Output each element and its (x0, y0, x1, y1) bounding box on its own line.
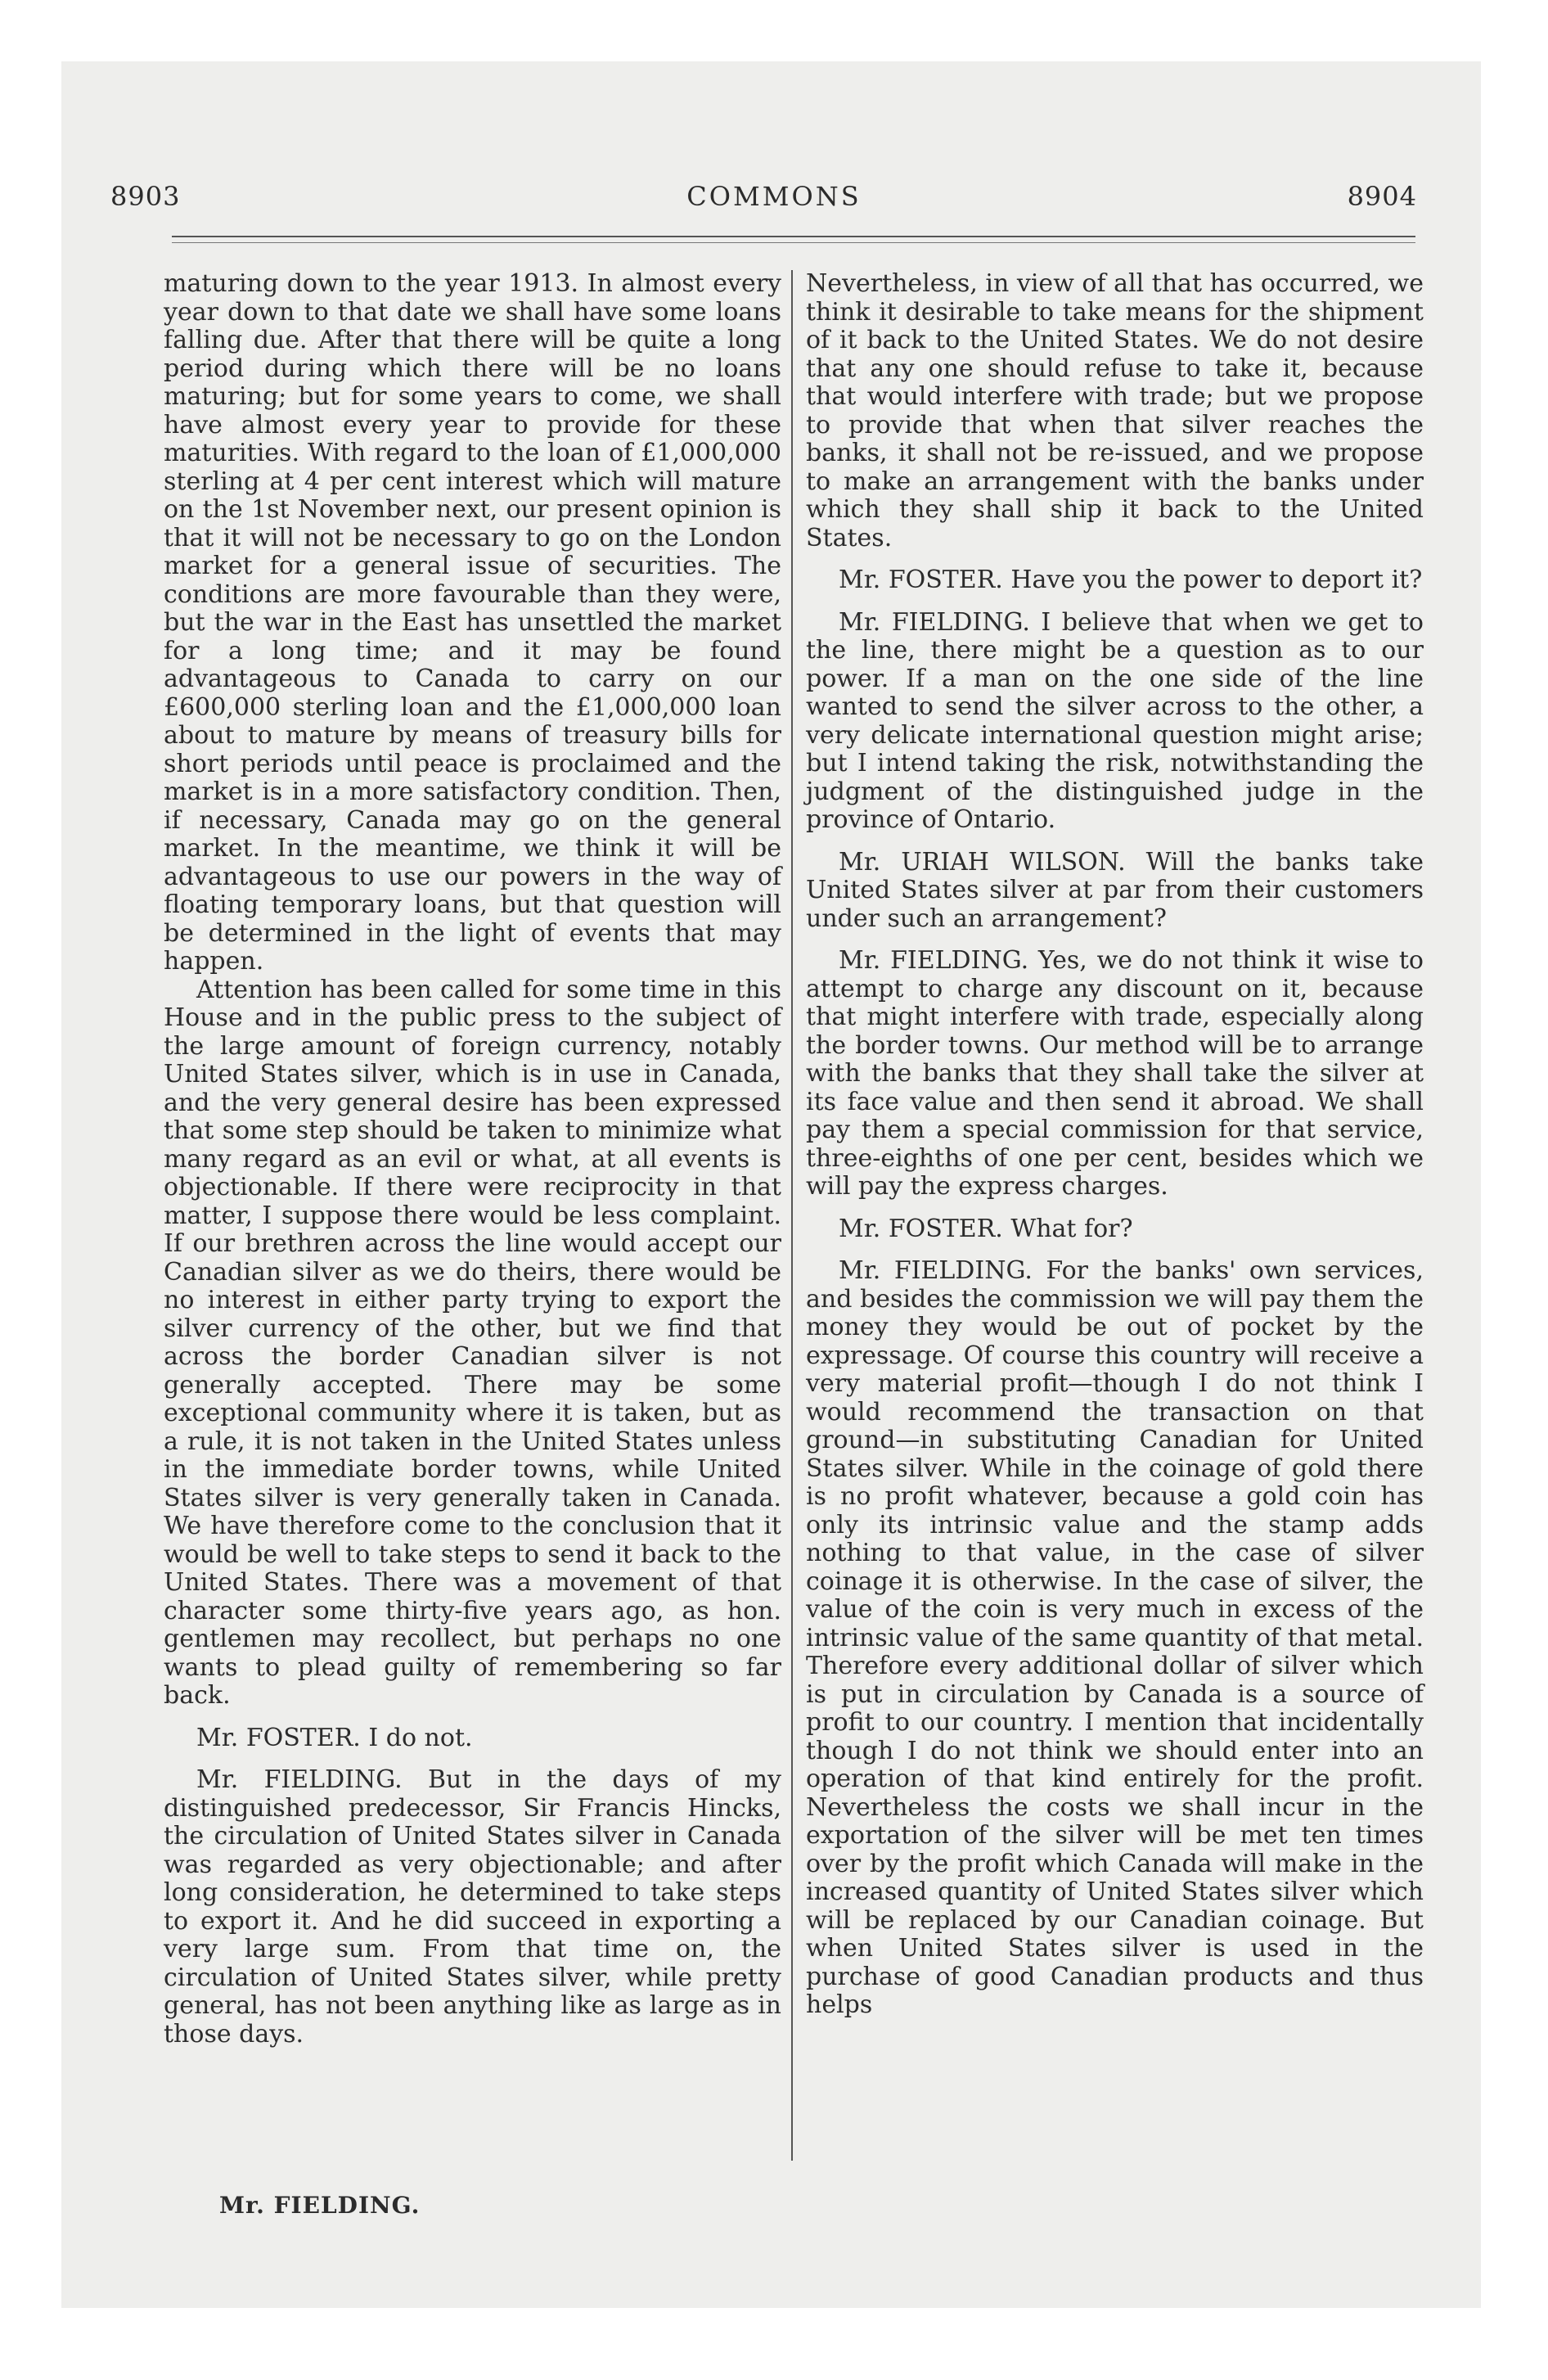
paragraph: Mr. FOSTER. What for? (839, 1214, 1133, 1243)
paragraph: Mr. FIELDING. But in the days of my distinguished predecessor, Sir Francis Hincks, the circulation of United States silver in Canada was regarded as very objectionable; and after long consideration, he determined to take steps to export it. And he did succeed in exporting a very large sum. From that time on, the circulation of United States silver, while pretty general, has not been anything like as large as in those days. (164, 1765, 781, 2049)
right-column (806, 270, 1424, 2020)
paragraph: Mr. URIAH WILSON. Will the banks take United States silver at par from their customers under such an arrangement? (806, 847, 1424, 933)
paragraph: Attention has been called for some time in this House and in the public press to the subject of the large amount of foreign currency, notably United States silver, which is in use in Canada, and the very general desire has been expressed that some step should be taken to minimize what many regard as an evil or what, at all events is objectionable. If there were reciprocity in that matter, I suppose there would be less complaint. If our brethren across the line would accept our Canadian silver as we do theirs, there would be no interest in either party trying to export the silver currency of the other, but we find that across the border Canadian silver is not generally accepted. There may be some exceptional community where it is taken, but as a rule, it is not taken in the United States unless in the immediate border towns, while United States silver is very generally taken in Canada. We have therefore come to the conclusion that it would be well to take steps to send it back to the United States. There was a movement of that character some thirty-five years ago, as hon. gentlemen may recollect, but perhaps no one wants to plead guilty of remembering so far back. (164, 975, 781, 1710)
paragraph: Mr. FOSTER. I do not. (196, 1723, 473, 1752)
paragraph: Mr. FIELDING. For the banks' own services, and besides the commission we will pay them the money they would be out of pocket by the expressage. Of course this country will receive a very material profit—though I do not think I would recommend the transaction on that ground—in substituting Canadian for United States silver. While in the coinage of gold there is no profit whatever, because a gold coin has only its intrinsic value and the stamp adds nothing to that value, in the case of silver coinage it is otherwise. In the case of silver, the value of the coin is very much in excess of the intrinsic value of the same quantity of that metal. Therefore every additional dollar of silver which is put in circulation by Canada is a source of profit to our country. I mention that incidentally though I do not think we should enter into an operation of that kind entirely for the profit. Nevertheless the costs we shall incur in the exportation of the silver will be met ten times over by the profit which Canada will make in the increased quantity of United States silver which will be replaced by our Canadian coinage. But when United States silver is used in the purchase of good Canadian products and thus helps (806, 1256, 1424, 2019)
page-number-right: 8904 (1347, 181, 1417, 212)
paragraph: Mr. FIELDING. I believe that when we get to the line, there might be a question as to our power. If a man on the one side of the line wanted to send the silver across to the other, a very delicate international question might arise; but I intend taking the risk, notwithstanding the judgment of the distinguished judge in the province of Ontario. (806, 607, 1424, 834)
footer-speaker: Mr. FIELDING. (219, 2192, 421, 2219)
paragraph: Nevertheless, in view of all that has occurred, we think it desirable to take means for the shipment of it back to the United States. We do not desire that any one should refuse to take it, because that would interfere with trade; but we propose to provide that when that silver reaches the banks, it shall not be re-issued, and we propose to make an arrangement with the banks under which they shall ship it back to the United States. (806, 269, 1424, 552)
header-rule-thin (172, 242, 1415, 243)
paragraph: maturing down to the year 1913. In almost every year down to that date we shall have some loans falling due. After that there will be quite a long period during which there will be no loans maturing; but for some years to come, we shall have almost every year to provide for these maturities. With regard to the loan of £1,000,000 sterling at 4 per cent interest which will mature on the 1st November next, our present opinion is that it will not be necessary to go on the London market for a general issue of securities. The conditions are more favourable than they were, but the war in the East has unsettled the market for a long time; and it may be found advantageous to Canada to carry on our £600,000 sterling loan and the £1,000,000 loan about to mature by means of treasury bills for short periods until peace is proclaimed and the market is in a more satisfactory condition. Then, if necessary, Canada may go on the general market. In the meantime, we think it will be advantageous to use our powers in the way of floating temporary loans, but that question will be determined in the light of events that may happen. (164, 269, 781, 976)
page-number-left: 8903 (110, 181, 181, 212)
page-title: COMMONS (686, 181, 862, 212)
paragraph: Mr. FOSTER. Have you the power to deport it? (839, 566, 1423, 594)
paragraph: Mr. FIELDING. Yes, we do not think it wise to attempt to charge any discount on it, because that might interfere with trade, especially along the border towns. Our method will be to arrange with the banks that they shall take the silver at its face value and then send it abroad. We shall pay them a special commission for that service, three-eighths of one per cent, besides which we will pay the express charges. (806, 946, 1424, 1201)
column-divider (791, 270, 793, 2161)
header-rule (172, 236, 1415, 237)
left-column (164, 270, 781, 2049)
